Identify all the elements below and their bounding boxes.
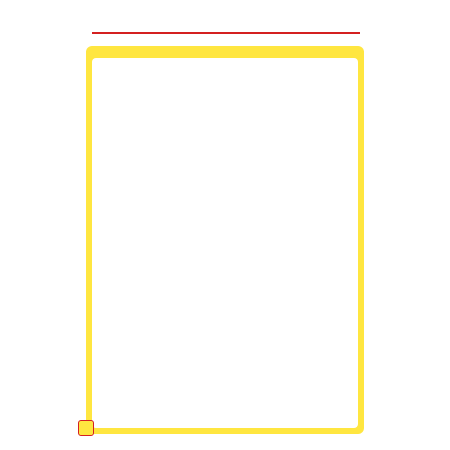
- content-panel: [92, 58, 358, 428]
- page-number: [78, 420, 94, 436]
- title-underline: [92, 32, 360, 34]
- dotted-line-top: [262, 36, 447, 44]
